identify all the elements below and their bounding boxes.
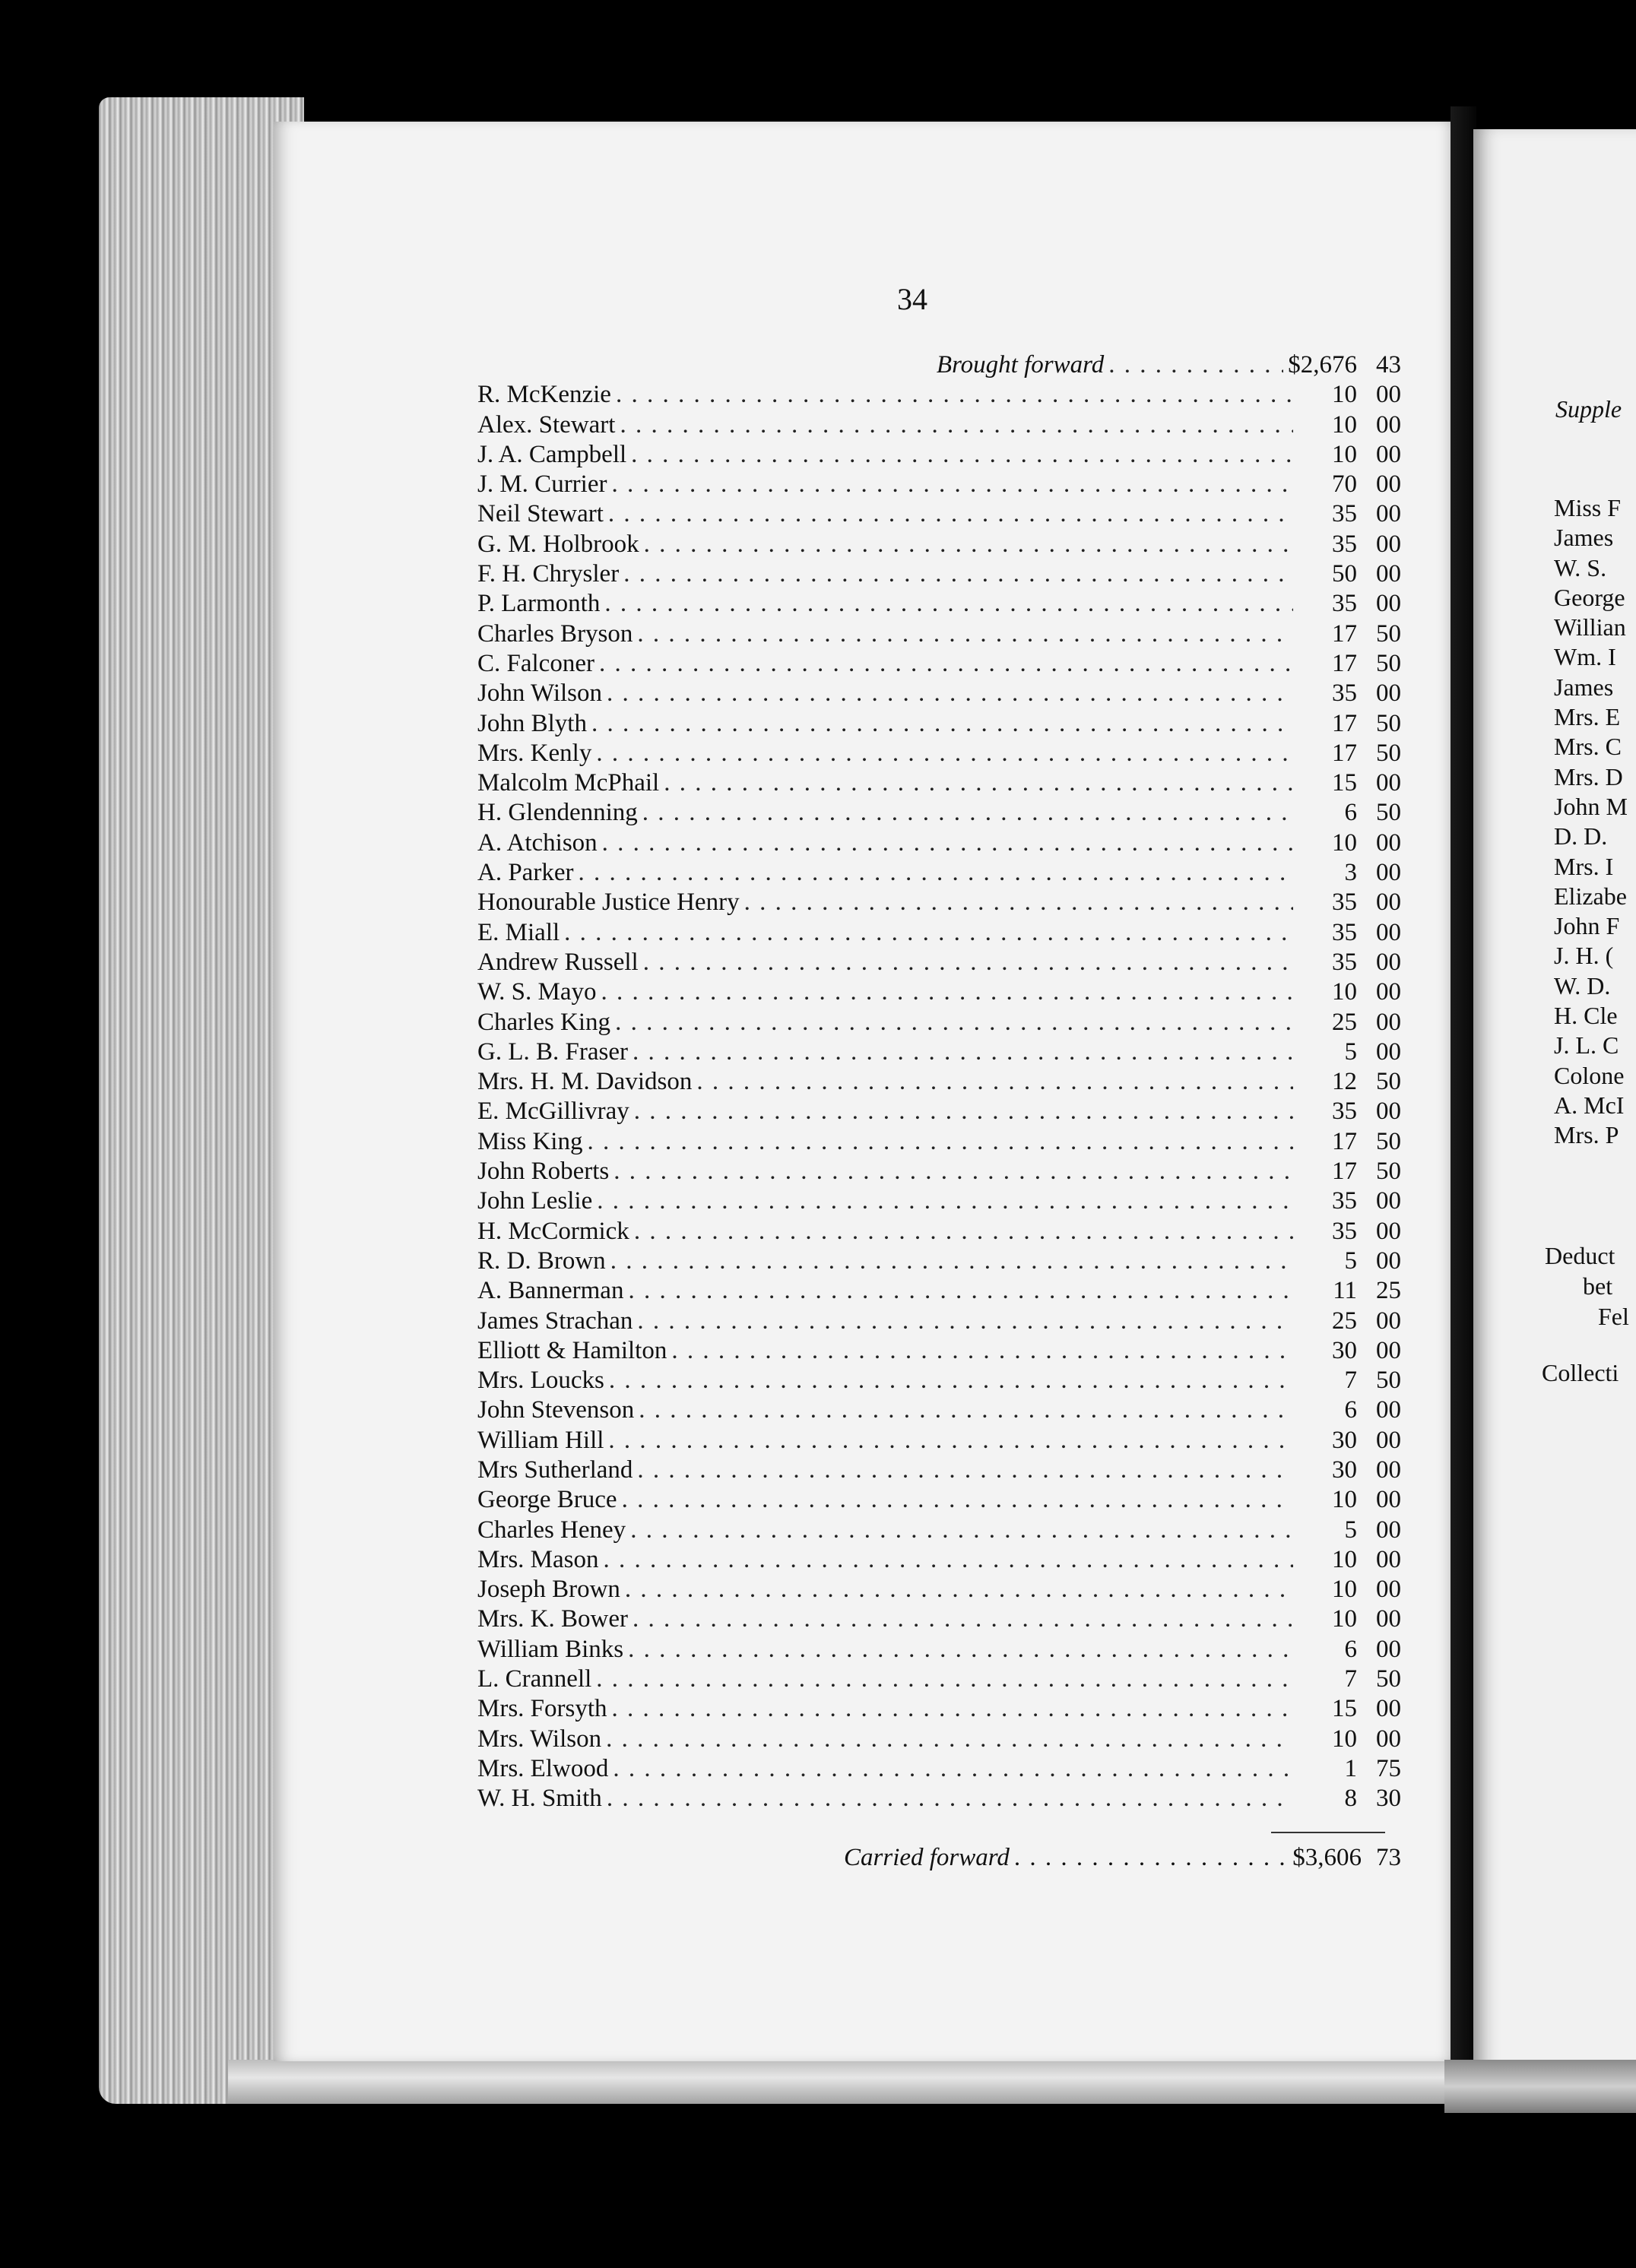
amount-dollars: 35 <box>1332 1187 1357 1215</box>
amount-cents: 50 <box>1376 1158 1401 1186</box>
amount-cents: 00 <box>1376 1486 1401 1514</box>
amount-cents: 50 <box>1376 739 1401 767</box>
amount-cents: 00 <box>1376 1008 1401 1036</box>
amount-cents: 00 <box>1376 500 1401 528</box>
amount-dollars: 10 <box>1332 1605 1357 1633</box>
amount-cents: 50 <box>1376 799 1401 827</box>
amount-cents: 00 <box>1376 1456 1401 1484</box>
subscriber-name: Neil Stewart <box>477 500 604 528</box>
amount-cents: 00 <box>1376 440 1401 468</box>
right-page-name: Willian <box>1554 613 1626 641</box>
amount-cents: 00 <box>1376 1635 1401 1663</box>
amount-cents: 00 <box>1376 978 1401 1006</box>
right-page-name: Elizabe <box>1554 882 1627 910</box>
amount-dollars: 35 <box>1332 1098 1357 1126</box>
subscriber-name: G. L. B. Fraser <box>477 1037 628 1066</box>
subscriber-name: Mrs. Kenly <box>477 739 592 767</box>
amount-cents: 00 <box>1376 470 1401 499</box>
amount-cents: 30 <box>1376 1785 1401 1813</box>
subscriber-name: J. M. Currier <box>477 470 607 499</box>
amount-cents: 00 <box>1376 1037 1401 1066</box>
subscriber-name: W. S. Mayo <box>477 978 597 1006</box>
amount-dollars: 35 <box>1332 1217 1357 1245</box>
amount-cents: 25 <box>1376 1277 1401 1305</box>
amount-cents: 00 <box>1376 1307 1401 1335</box>
carried-forward-cents: 73 <box>1376 1844 1401 1871</box>
subscriber-name: Miss King <box>477 1127 583 1155</box>
brought-forward-dollars: $2,676 <box>1288 351 1357 379</box>
amount-dollars: 5 <box>1344 1037 1357 1066</box>
right-page-name: Mrs. D <box>1554 762 1623 790</box>
amount-dollars: 10 <box>1332 440 1357 468</box>
amount-cents: 50 <box>1376 1665 1401 1693</box>
amount-cents: 00 <box>1376 1516 1401 1544</box>
right-page-name: J. L. C <box>1554 1031 1619 1060</box>
amount-dollars: 3 <box>1344 859 1357 887</box>
amount-dollars: 8 <box>1344 1785 1357 1813</box>
page-number: 34 <box>897 282 927 316</box>
subscriber-name: A. Parker <box>477 859 574 887</box>
amount-cents: 00 <box>1376 1545 1401 1573</box>
subscriber-name: W. H. Smith <box>477 1785 602 1813</box>
right-page-name: John M <box>1554 792 1628 820</box>
subscriber-name: Mrs. Forsyth <box>477 1695 607 1723</box>
amount-cents: 00 <box>1376 1426 1401 1454</box>
subscriber-name: P. Larmonth <box>477 590 601 618</box>
subscriber-name: L. Crannell <box>477 1665 592 1693</box>
subscriber-name: Elliott & Hamilton <box>477 1336 667 1364</box>
amount-cents: 00 <box>1376 918 1401 946</box>
amount-cents: 00 <box>1376 889 1401 917</box>
amount-dollars: 10 <box>1332 381 1357 409</box>
amount-dollars: 5 <box>1344 1246 1357 1275</box>
right-page-name: James <box>1554 524 1614 552</box>
subscriber-name: Andrew Russell <box>477 948 639 976</box>
subscriber-name: C. Falconer <box>477 649 594 677</box>
right-page-name: Wm. I <box>1554 643 1616 671</box>
right-page-name-list <box>1554 494 1628 1151</box>
amount-dollars: 25 <box>1332 1307 1357 1335</box>
subscriber-name: John Blyth <box>477 709 587 737</box>
amount-dollars: 10 <box>1332 1725 1357 1753</box>
subscriber-name: Mrs. Wilson <box>477 1725 602 1753</box>
right-page-name: Mrs. C <box>1554 733 1622 761</box>
subscriber-name: E. Miall <box>477 918 560 946</box>
amount-dollars: 17 <box>1332 709 1357 737</box>
right-page-name: Mrs. E <box>1554 703 1621 731</box>
right-page-collection: Collecti <box>1542 1359 1619 1386</box>
amount-dollars: 17 <box>1332 1158 1357 1186</box>
amount-dollars: 12 <box>1332 1068 1357 1096</box>
subscriber-name: Mrs. Elwood <box>477 1754 609 1782</box>
subscriber-name: Alex. Stewart <box>477 410 616 439</box>
right-page-name: James <box>1554 673 1614 701</box>
amount-dollars: 30 <box>1332 1426 1357 1454</box>
subscriber-name: William Hill <box>477 1426 604 1454</box>
right-page-name: Mrs. P <box>1554 1121 1619 1149</box>
amount-dollars: 6 <box>1344 799 1357 827</box>
deduct-line: Fel <box>1598 1303 1629 1330</box>
amount-dollars: 35 <box>1332 530 1357 558</box>
amount-cents: 00 <box>1376 560 1401 588</box>
subscriber-name: R. D. Brown <box>477 1246 606 1275</box>
amount-cents: 00 <box>1376 1336 1401 1364</box>
amount-dollars: 10 <box>1332 1576 1357 1604</box>
amount-cents: 50 <box>1376 619 1401 648</box>
amount-cents: 00 <box>1376 1217 1401 1245</box>
amount-cents: 50 <box>1376 649 1401 677</box>
amount-dollars: 1 <box>1344 1754 1357 1782</box>
subscriber-name: H. Glendenning <box>477 799 638 827</box>
amount-cents: 00 <box>1376 769 1401 797</box>
amount-dollars: 10 <box>1332 410 1357 439</box>
subscriber-name: F. H. Chrysler <box>477 560 620 588</box>
deduct-line: Deduct <box>1545 1242 1615 1269</box>
amount-cents: 00 <box>1376 1605 1401 1633</box>
right-page-name: D. D. <box>1554 822 1608 850</box>
amount-cents: 00 <box>1376 1098 1401 1126</box>
subscriber-name: George Bruce <box>477 1486 617 1514</box>
amount-dollars: 30 <box>1332 1456 1357 1484</box>
amount-dollars: 70 <box>1332 470 1357 499</box>
amount-cents: 50 <box>1376 1127 1401 1155</box>
amount-cents: 00 <box>1376 1725 1401 1753</box>
amount-cents: 00 <box>1376 679 1401 708</box>
subscriber-name: G. M. Holbrook <box>477 530 639 558</box>
right-page-name: H. Cle <box>1554 1002 1618 1030</box>
amount-cents: 75 <box>1376 1754 1401 1782</box>
carried-forward-dollars: $3,606 <box>1292 1844 1362 1871</box>
amount-cents: 50 <box>1376 1068 1401 1096</box>
subscriber-name: A. Atchison <box>477 828 598 857</box>
amount-dollars: 10 <box>1332 828 1357 857</box>
amount-cents: 00 <box>1376 948 1401 976</box>
amount-cents: 00 <box>1376 828 1401 857</box>
amount-dollars: 6 <box>1344 1635 1357 1663</box>
amount-dollars: 5 <box>1344 1516 1357 1544</box>
amount-dollars: 17 <box>1332 649 1357 677</box>
amount-dollars: 10 <box>1332 1545 1357 1573</box>
amount-dollars: 10 <box>1332 978 1357 1006</box>
subscriber-name: R. McKenzie <box>477 381 611 409</box>
amount-cents: 00 <box>1376 590 1401 618</box>
subscriber-name: Mrs Sutherland <box>477 1456 633 1484</box>
subscriber-name: H. McCormick <box>477 1217 629 1245</box>
amount-dollars: 15 <box>1332 1695 1357 1723</box>
amount-dollars: 17 <box>1332 1127 1357 1155</box>
right-page-name: W. S. <box>1554 553 1607 581</box>
amount-dollars: 35 <box>1332 918 1357 946</box>
amount-dollars: 25 <box>1332 1008 1357 1036</box>
amount-cents: 00 <box>1376 381 1401 409</box>
amount-dollars: 10 <box>1332 1486 1357 1514</box>
amount-dollars: 17 <box>1332 739 1357 767</box>
amount-cents: 50 <box>1376 709 1401 737</box>
amount-dollars: 7 <box>1344 1367 1357 1395</box>
right-page-deduct <box>1545 1240 1629 1332</box>
brought-forward-label: Brought forward <box>936 351 1105 379</box>
amount-cents: 00 <box>1376 530 1401 558</box>
subscriber-name: John Roberts <box>477 1158 610 1186</box>
amount-dollars: 35 <box>1332 500 1357 528</box>
right-page-name: Miss F <box>1554 494 1622 521</box>
subscriber-name: Mrs. K. Bower <box>477 1605 628 1633</box>
subscriber-name: James Strachan <box>477 1307 633 1335</box>
amount-cents: 00 <box>1376 1187 1401 1215</box>
amount-cents: 00 <box>1376 1576 1401 1604</box>
subscriber-name: John Leslie <box>477 1187 593 1215</box>
right-page-name: A. McI <box>1554 1091 1625 1119</box>
right-page-name: John F <box>1554 912 1620 940</box>
right-page-name: Colone <box>1554 1061 1625 1089</box>
amount-dollars: 11 <box>1333 1277 1357 1305</box>
amount-dollars: 15 <box>1332 769 1357 797</box>
amount-dollars: 7 <box>1344 1665 1357 1693</box>
amount-dollars: 35 <box>1332 679 1357 708</box>
right-page-name: George <box>1554 583 1625 611</box>
subscriber-name: A. Bannerman <box>477 1277 624 1305</box>
carried-forward-label: Carried forward <box>844 1844 1010 1871</box>
amount-cents: 50 <box>1376 1367 1401 1395</box>
brought-forward-cents: 43 <box>1376 351 1401 379</box>
subscriber-name: Malcolm McPhail <box>477 769 660 797</box>
right-page-name: Mrs. I <box>1554 852 1614 880</box>
subscriber-name: Honourable Justice Henry <box>477 889 740 917</box>
right-page-name: W. D. <box>1554 971 1611 999</box>
right-page-heading: Supple <box>1555 395 1622 423</box>
amount-cents: 00 <box>1376 410 1401 439</box>
subscriber-name: Joseph Brown <box>477 1576 620 1604</box>
subscriber-name: Mrs. Mason <box>477 1545 599 1573</box>
subscriber-name: Mrs. H. M. Davidson <box>477 1068 693 1096</box>
amount-cents: 00 <box>1376 859 1401 887</box>
subscriber-name: William Binks <box>477 1635 624 1663</box>
amount-dollars: 17 <box>1332 619 1357 648</box>
amount-dollars: 35 <box>1332 889 1357 917</box>
subscriber-name: Charles Heney <box>477 1516 626 1544</box>
subscriber-name: Charles King <box>477 1008 611 1036</box>
amount-cents: 00 <box>1376 1396 1401 1424</box>
right-page-name: J. H. ( <box>1554 942 1614 970</box>
amount-cents: 00 <box>1376 1246 1401 1275</box>
subscriber-name: E. McGillivray <box>477 1098 629 1126</box>
deduct-line: bet <box>1583 1272 1613 1300</box>
amount-cents: 00 <box>1376 1695 1401 1723</box>
amount-dollars: 35 <box>1332 590 1357 618</box>
amount-dollars: 35 <box>1332 948 1357 976</box>
subscriber-name: J. A. Campbell <box>477 440 627 468</box>
subscriber-name: John Wilson <box>477 679 603 708</box>
amount-dollars: 6 <box>1344 1396 1357 1424</box>
subscriber-name: Charles Bryson <box>477 619 633 648</box>
amount-dollars: 30 <box>1332 1336 1357 1364</box>
subscriber-name: Mrs. Loucks <box>477 1367 604 1395</box>
subscriber-name: John Stevenson <box>477 1396 635 1424</box>
amount-dollars: 50 <box>1332 560 1357 588</box>
